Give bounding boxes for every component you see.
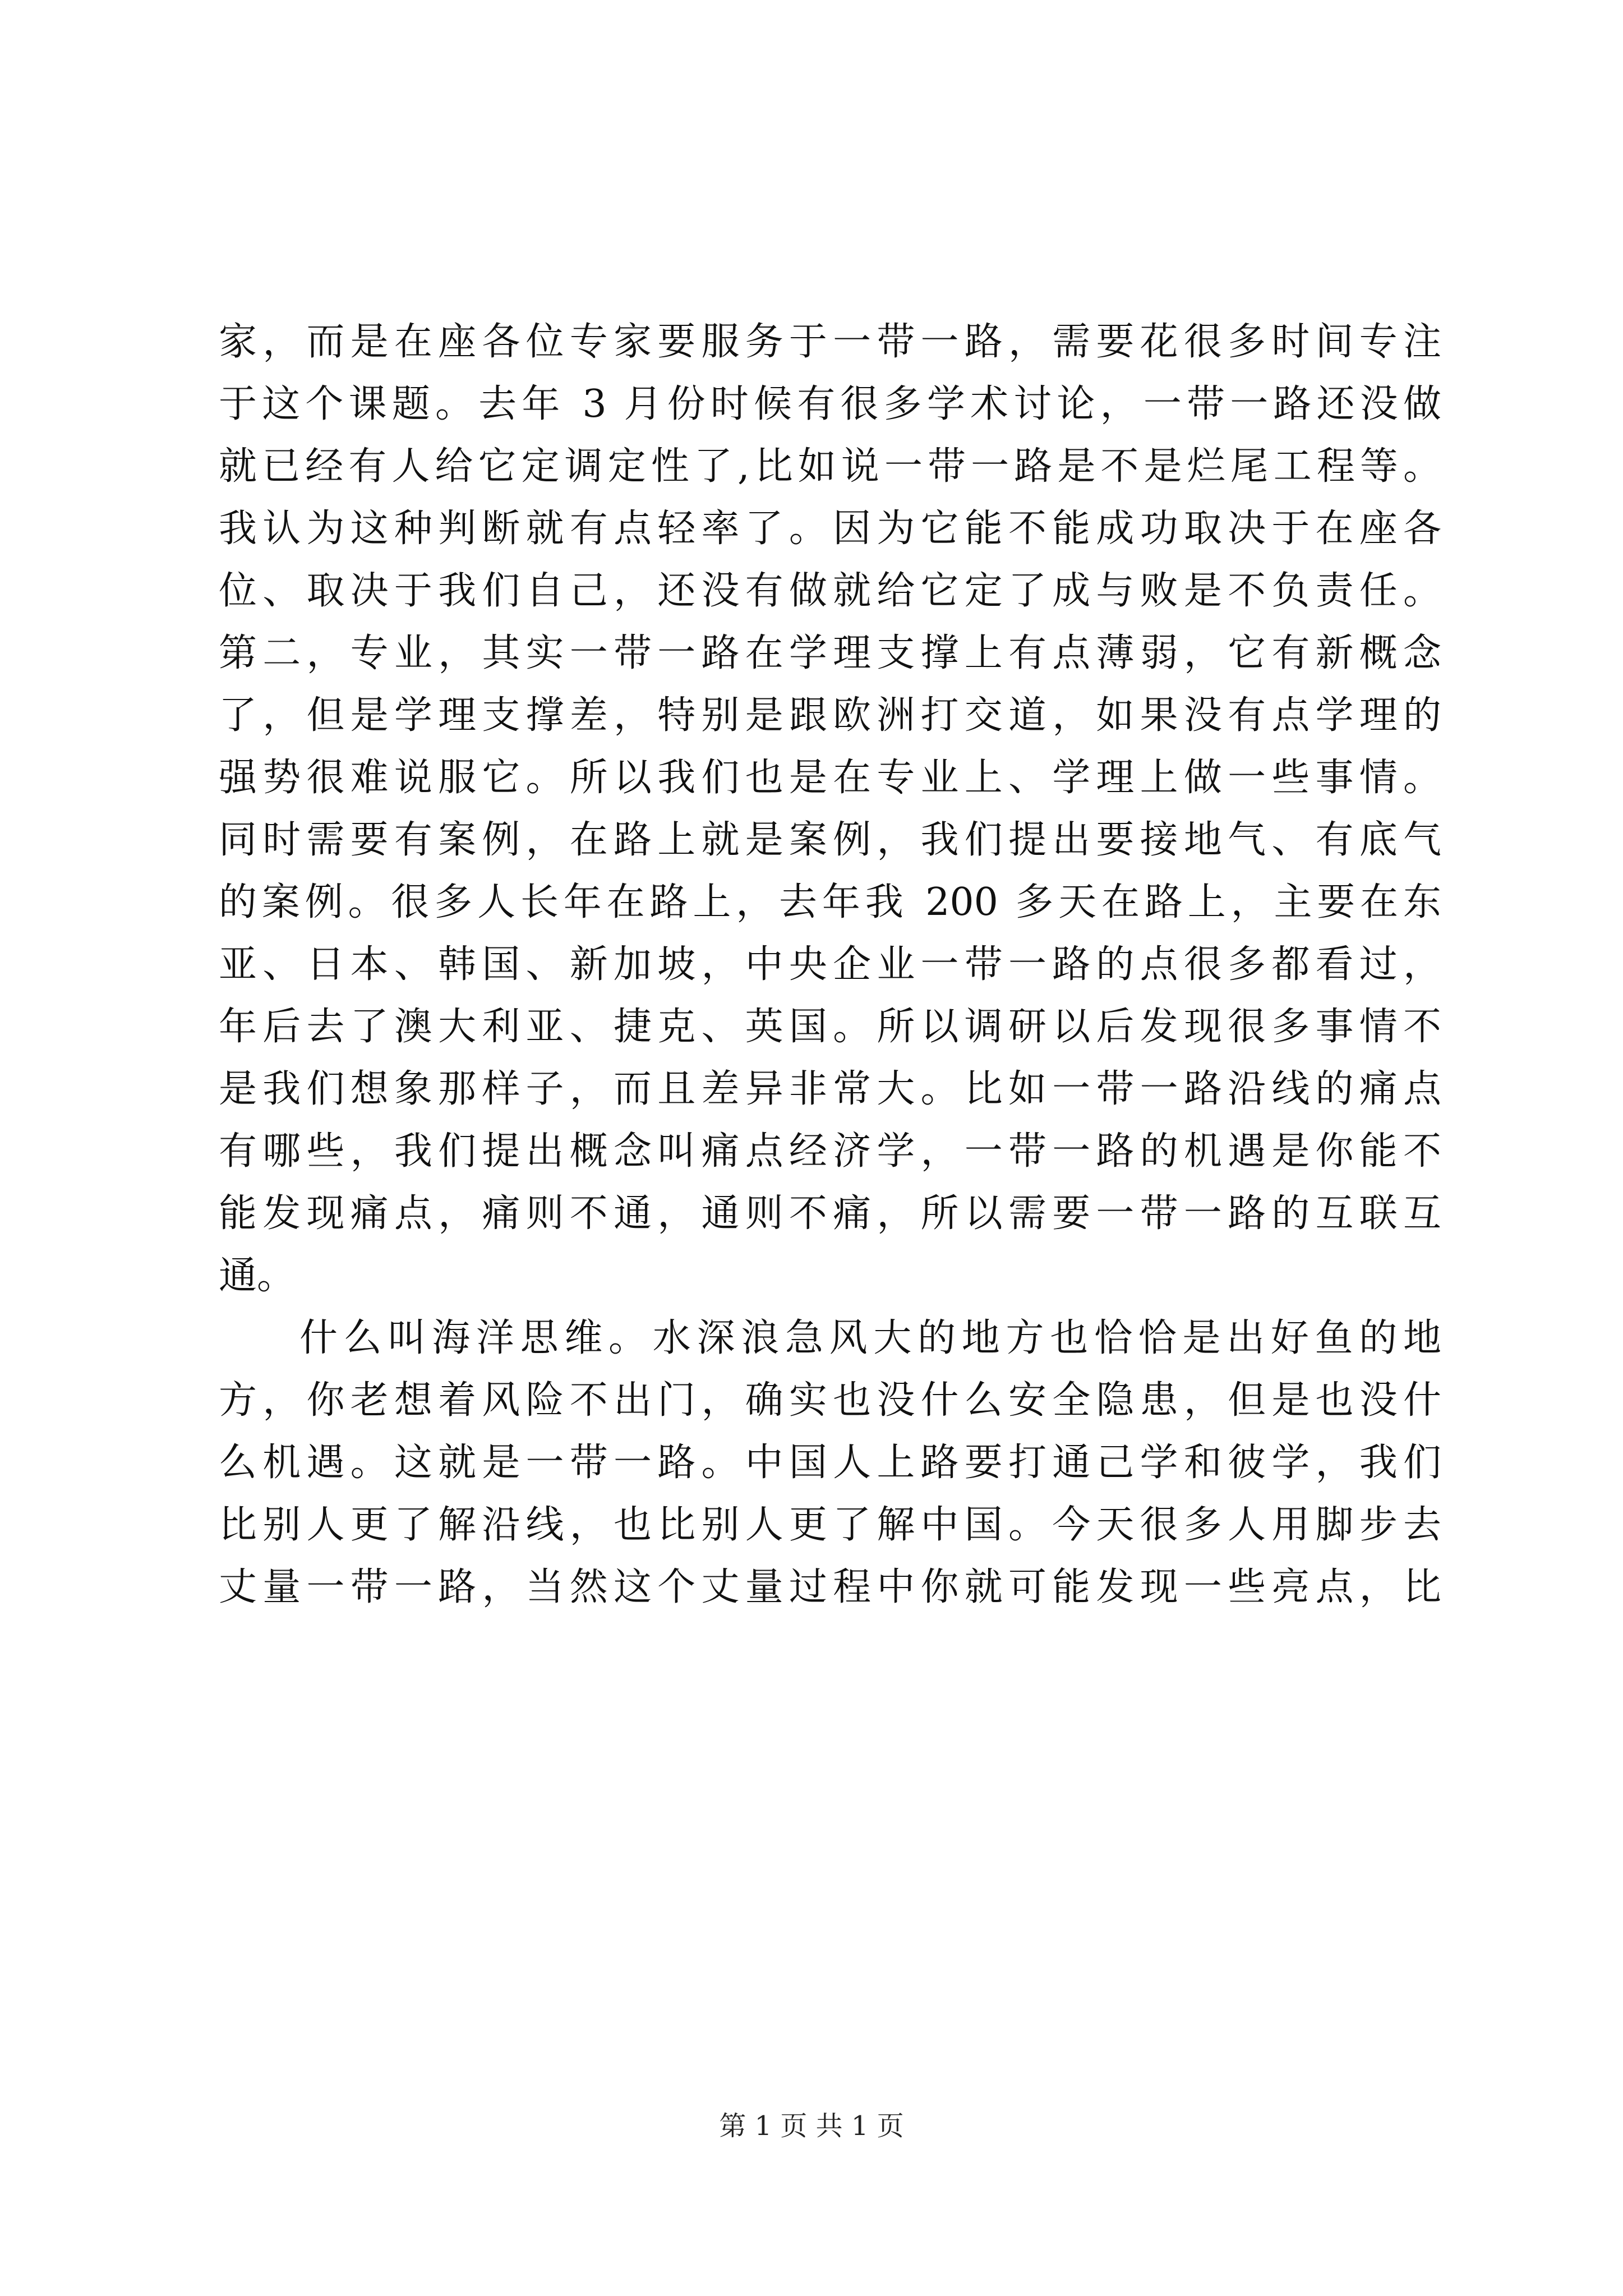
text-line: 通。 <box>219 1254 296 1298</box>
text-line: 年后去了澳大利亚、捷克、英国。所以调研以后发现很多事情不 <box>219 1005 1441 1049</box>
text-line: 方，你老想着风险不出门，确实也没什么安全隐患，但是也没什 <box>219 1378 1441 1423</box>
text-line: 是我们想象那样子，而且差异非常大。比如一带一路沿线的痛点 <box>219 1067 1441 1111</box>
text-line: 比别人更了解沿线，也比别人更了解中国。今天很多人用脚步去 <box>219 1503 1441 1547</box>
text-line: 什么叫海洋思维。水深浪急风大的地方也恰恰是出好鱼的地 <box>299 1316 1441 1360</box>
text-line: 的案例。很多人长年在路上，去年我 200 多天在路上，主要在东 <box>219 880 1441 924</box>
text-line: 强势很难说服它。所以我们也是在专业上、学理上做一些事情。 <box>219 756 1441 800</box>
text-line: 第二，专业，其实一带一路在学理支撑上有点薄弱，它有新概念 <box>219 631 1441 675</box>
text-line: 位、取决于我们自己，还没有做就给它定了成与败是不负责任。 <box>219 569 1441 613</box>
text-line: 就已经有人给它定调定性了,比如说一带一路是不是烂尾工程等。 <box>219 444 1441 489</box>
text-line: 丈量一带一路，当然这个丈量过程中你就可能发现一些亮点，比 <box>219 1565 1441 1609</box>
text-line: 同时需要有案例，在路上就是案例，我们提出要接地气、有底气 <box>219 818 1441 862</box>
text-line: 于这个课题。去年 3 月份时候有很多学术讨论，一带一路还没做 <box>219 382 1441 426</box>
page-number-footer: 第 1 页 共 1 页 <box>719 2110 904 2142</box>
text-line: 家，而是在座各位专家要服务于一带一路，需要花很多时间专注 <box>219 320 1441 364</box>
text-line: 了，但是学理支撑差，特别是跟欧洲打交道，如果没有点学理的 <box>219 693 1441 738</box>
text-line: 么机遇。这就是一带一路。中国人上路要打通己学和彼学，我们 <box>219 1441 1441 1485</box>
text-line: 有哪些，我们提出概念叫痛点经济学，一带一路的机遇是你能不 <box>219 1129 1441 1174</box>
text-line: 能发现痛点，痛则不通，通则不痛，所以需要一带一路的互联互 <box>219 1191 1441 1236</box>
text-line: 我认为这种判断就有点轻率了。因为它能不能成功取决于在座各 <box>219 507 1441 551</box>
text-line: 亚、日本、韩国、新加坡，中央企业一带一路的点很多都看过， <box>219 942 1441 987</box>
